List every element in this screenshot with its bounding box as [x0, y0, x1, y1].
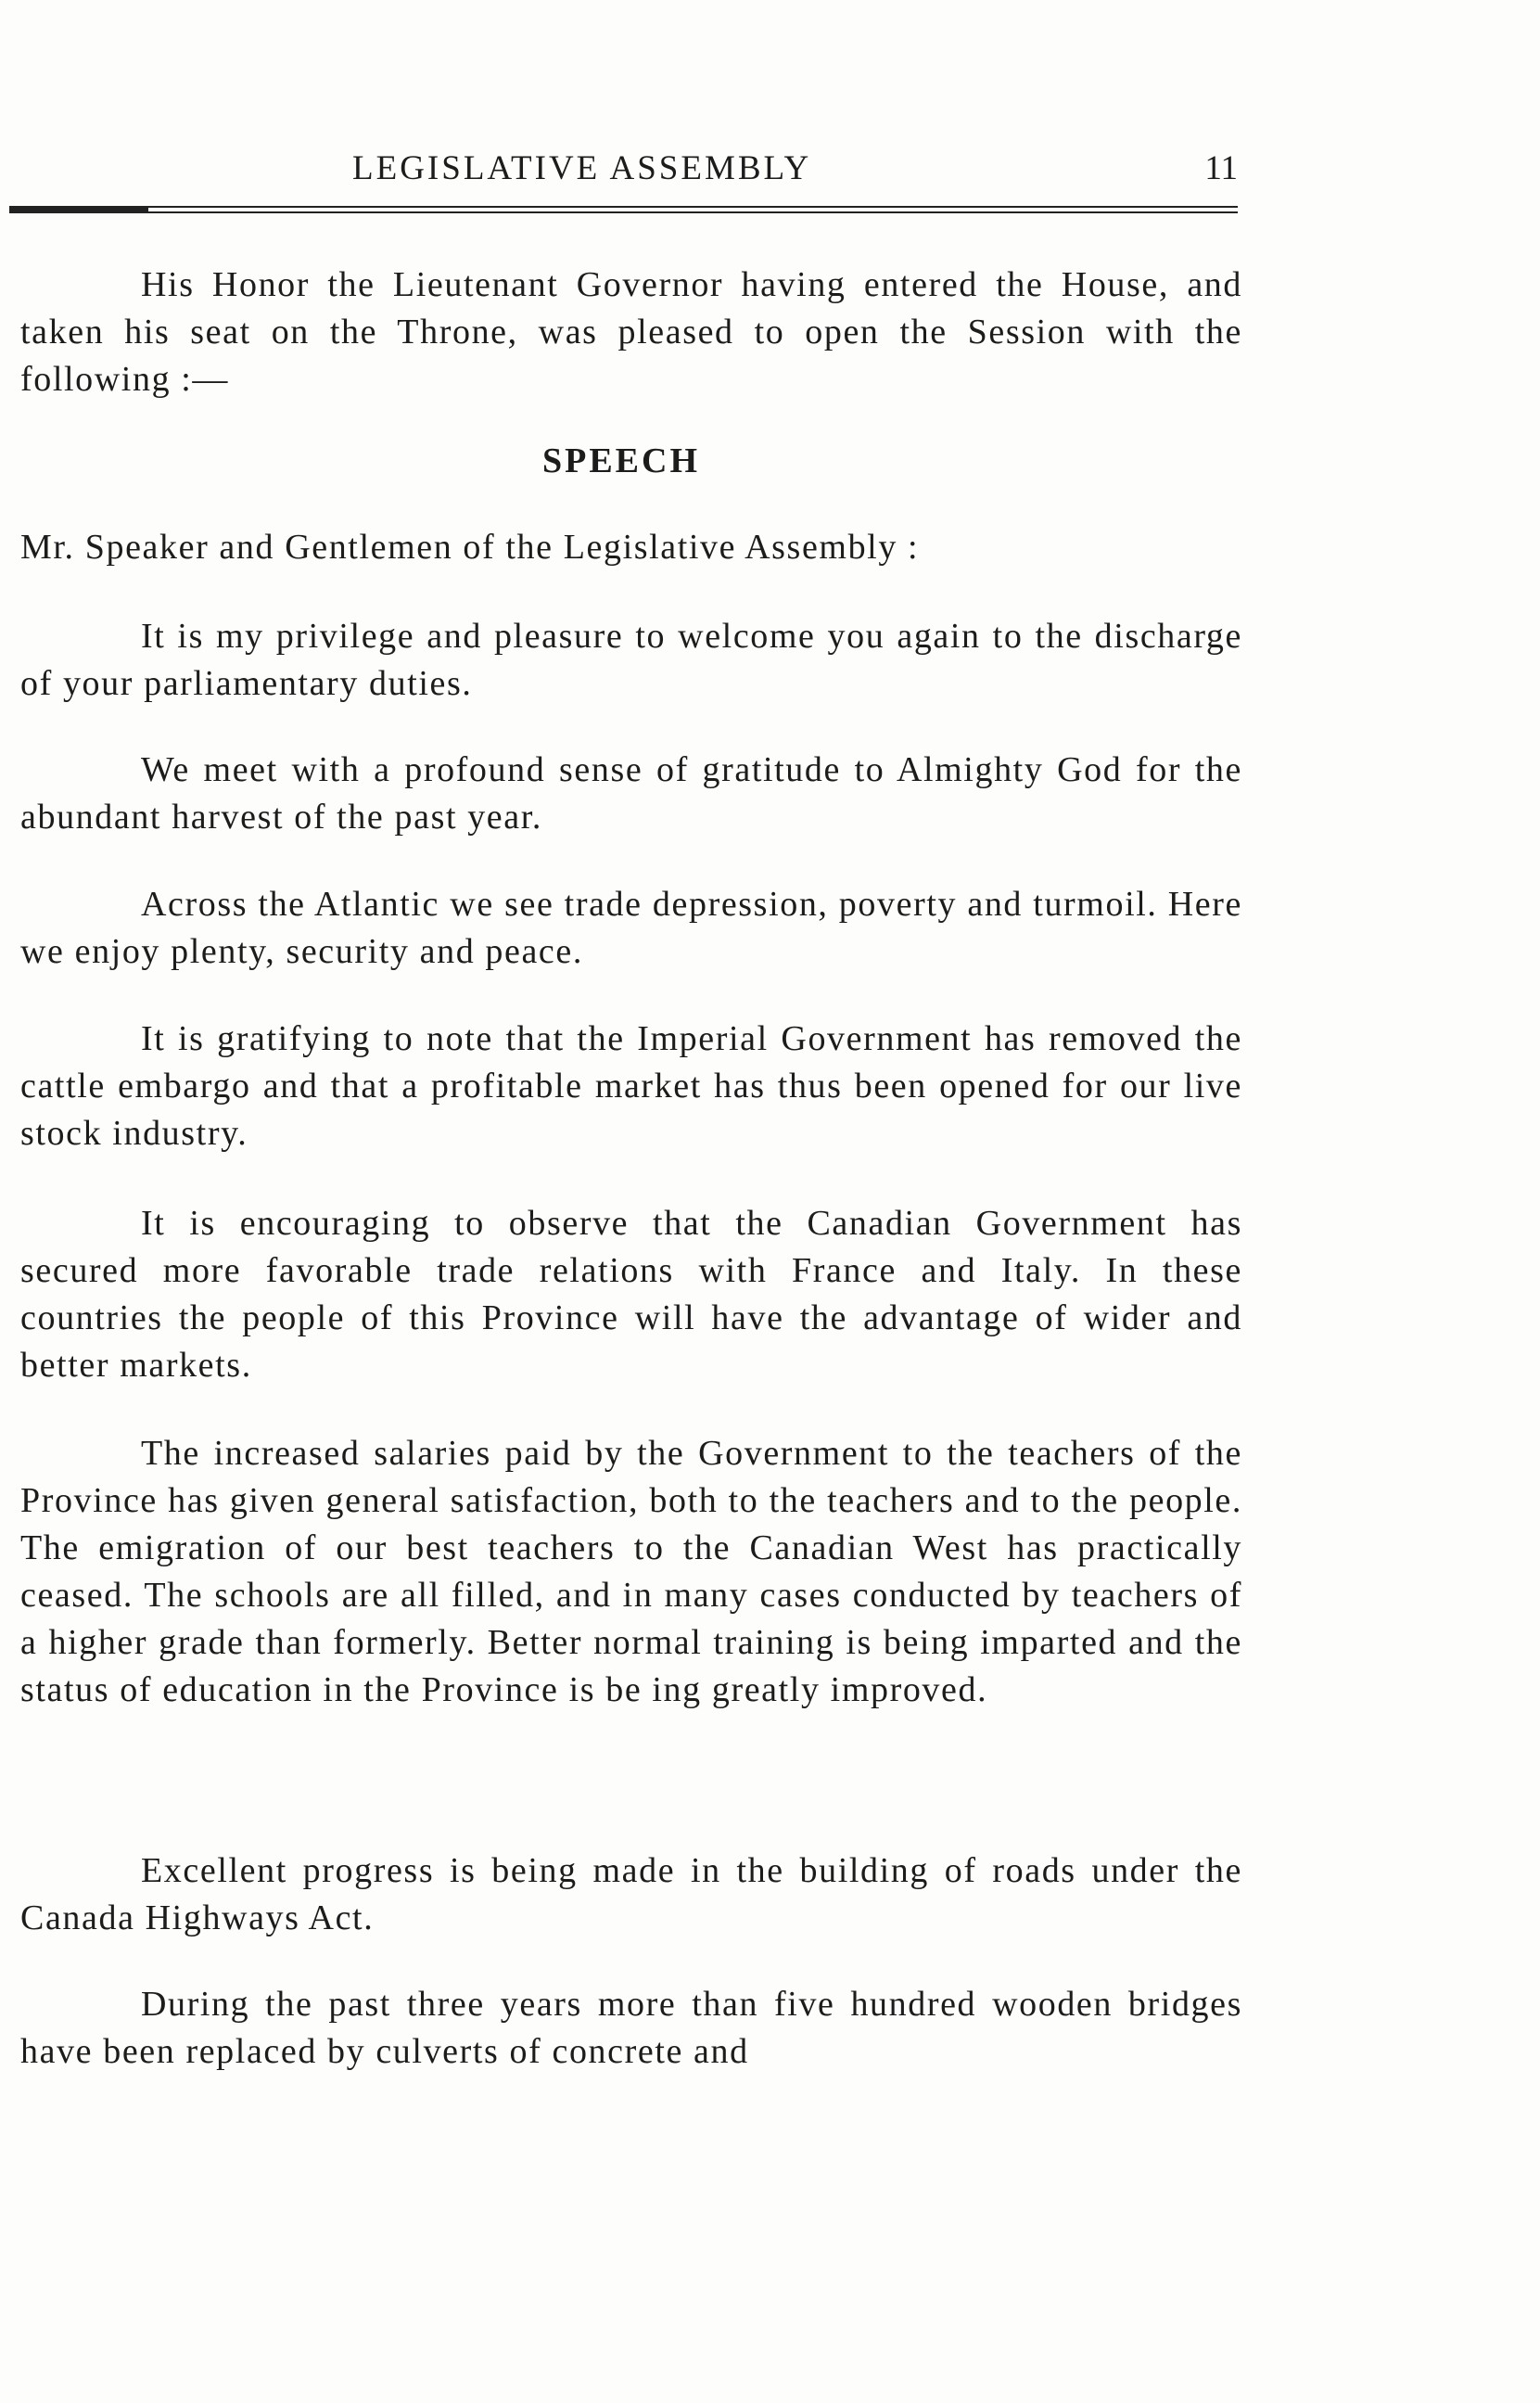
header-rule: [9, 206, 1238, 214]
paragraph-3: Across the Atlantic we see trade depression, poverty and turmoil. Here we enjoy plenty, security and peace.: [20, 885, 1242, 971]
paragraph-8: During the past three years more than five hundred wooden bridges have been replaced by culverts of concrete and: [20, 1985, 1242, 2071]
page-number: 11: [1204, 149, 1238, 187]
paragraph-7: Excellent progress is being made in the building of roads under the Canada Highways Act.: [20, 1851, 1242, 1937]
paragraph-5: It is encouraging to observe that the Canadian Government has secured more favorable trade relations with France and Italy. In these countries the people of this Province will have the advantage of wider and better markets.: [20, 1204, 1242, 1385]
speech-heading: SPEECH: [541, 441, 701, 480]
salutation: Mr. Speaker and Gentlemen of the Legislative Assembly :: [20, 528, 920, 567]
running-head: LEGISLATIVE ASSEMBLY: [352, 149, 812, 187]
paragraph-2: We meet with a profound sense of gratitude to Almighty God for the abundant harvest of the past year.: [20, 750, 1242, 837]
rule-line-top: [9, 206, 1238, 208]
paragraph-6: The increased salaries paid by the Government to the teachers of the Province has given general satisfaction, both to the teachers and to the people. The emigration of our best teachers to the Canadian West has practically ceased. The schools are all filled, and in many cases conducted by teachers of a higher grade than formerly. Better normal training is being imparted and the status of education in the Province is be ing greatly improved.: [20, 1434, 1242, 1709]
paragraph-4: It is gratifying to note that the Imperial Government has removed the cattle embargo and that a profitable market has thus been opened for our live stock industry.: [20, 1019, 1242, 1153]
paragraph-1: It is my privilege and pleasure to welcome you again to the discharge of your parliamentary duties.: [20, 617, 1242, 703]
opening-paragraph: His Honor the Lieutenant Governor having entered the House, and taken his seat on the Throne, was pleased to open the Session with the following :—: [20, 265, 1242, 399]
page-header: [352, 148, 1238, 195]
rule-line-bottom: [9, 211, 1238, 213]
